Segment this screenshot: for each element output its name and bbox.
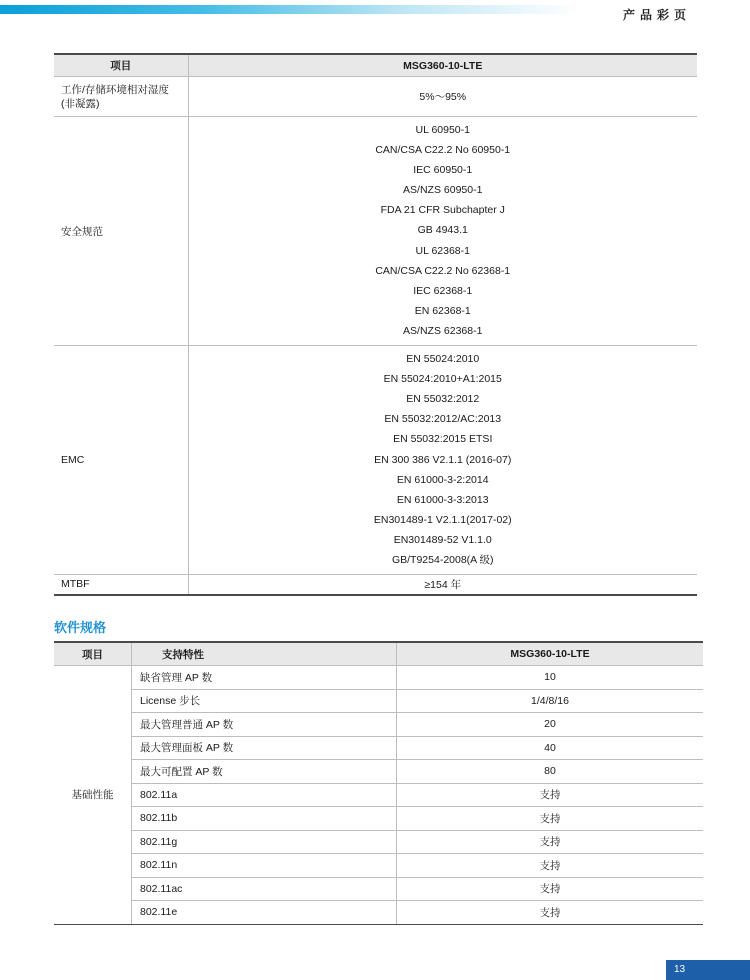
feature-value: 支持 bbox=[397, 830, 704, 854]
feature-value: 80 bbox=[397, 760, 704, 784]
feature-value: 40 bbox=[397, 736, 704, 760]
feature-name: 802.11ac bbox=[132, 877, 397, 901]
table-row-mtbf bbox=[54, 575, 697, 595]
feature-value: 支持 bbox=[397, 877, 704, 901]
hardware-spec-table bbox=[54, 53, 697, 596]
row-label-line: 工作/存储环境相对湿度 bbox=[61, 83, 169, 96]
column-header-model: MSG360-10-LTE bbox=[397, 642, 704, 666]
row-values-emc bbox=[188, 346, 697, 575]
page-number-badge: 13 bbox=[666, 960, 750, 980]
feature-name: 802.11a bbox=[132, 783, 397, 807]
section-title-software: 软件规格 bbox=[54, 620, 107, 635]
standard-value: EN 55024:2010 bbox=[406, 353, 480, 366]
table-row bbox=[54, 807, 703, 831]
feature-value: 支持 bbox=[397, 807, 704, 831]
feature-value: 1/4/8/16 bbox=[397, 689, 704, 713]
standard-value: AS/NZS 62368-1 bbox=[403, 324, 483, 337]
table-row bbox=[54, 666, 703, 690]
standard-value: EN301489-1 V2.1.1(2017-02) bbox=[373, 513, 512, 526]
standard-value: FDA 21 CFR Subchapter J bbox=[380, 204, 505, 217]
table-row bbox=[54, 830, 703, 854]
standard-value: EN 55032:2012 bbox=[406, 393, 480, 406]
column-header-feature: 支持特性 bbox=[132, 642, 397, 666]
feature-name: 802.11b bbox=[132, 807, 397, 831]
feature-name: 缺省管理 AP 数 bbox=[132, 666, 397, 690]
table-row bbox=[54, 736, 703, 760]
table-row bbox=[54, 760, 703, 784]
standard-value: CAN/CSA C22.2 No 60950-1 bbox=[375, 144, 511, 157]
standard-value: EN 300 386 V2.1.1 (2016-07) bbox=[374, 453, 512, 466]
table-header-row bbox=[54, 54, 697, 77]
table-row bbox=[54, 877, 703, 901]
row-label-emc: EMC bbox=[54, 346, 188, 575]
column-header-model: MSG360-10-LTE bbox=[188, 54, 697, 77]
standard-value: UL 62368-1 bbox=[415, 244, 470, 257]
header-gradient-bar bbox=[0, 5, 580, 14]
standard-value: UL 60950-1 bbox=[415, 124, 470, 136]
feature-value: 支持 bbox=[397, 901, 704, 925]
feature-name: 最大可配置 AP 数 bbox=[132, 760, 397, 784]
standard-value: EN301489-52 V1.1.0 bbox=[393, 533, 492, 546]
row-values-safety bbox=[188, 117, 697, 346]
table-row bbox=[54, 713, 703, 737]
standard-value: EN 61000-3-2:2014 bbox=[396, 473, 489, 486]
feature-name: License 步长 bbox=[132, 689, 397, 713]
table-row bbox=[54, 783, 703, 807]
feature-value: 20 bbox=[397, 713, 704, 737]
feature-name: 802.11g bbox=[132, 830, 397, 854]
table-row-emc bbox=[54, 346, 697, 575]
row-label-mtbf: MTBF bbox=[54, 575, 188, 595]
column-header-item: 项目 bbox=[54, 642, 132, 666]
table-row bbox=[54, 901, 703, 925]
header-title: 产品彩页 bbox=[623, 8, 692, 22]
standard-value: EN 55032:2015 ETSI bbox=[393, 433, 493, 446]
table-row-humidity bbox=[54, 77, 697, 117]
feature-name: 最大管理面板 AP 数 bbox=[132, 736, 397, 760]
table-row bbox=[54, 689, 703, 713]
row-label-line: (非凝露) bbox=[61, 97, 100, 110]
standard-value: IEC 60950-1 bbox=[413, 164, 473, 177]
standard-value: CAN/CSA C22.2 No 62368-1 bbox=[375, 264, 511, 277]
row-value-mtbf: ≥154 年 bbox=[188, 575, 697, 595]
table-row-safety bbox=[54, 117, 697, 346]
column-header-item: 项目 bbox=[54, 54, 188, 77]
table-header-row bbox=[54, 642, 703, 666]
table-row bbox=[54, 854, 703, 878]
feature-value: 支持 bbox=[397, 783, 704, 807]
row-label-humidity bbox=[54, 77, 188, 117]
standard-value: EN 62368-1 bbox=[414, 304, 471, 317]
feature-value: 10 bbox=[397, 666, 704, 690]
standard-value: AS/NZS 60950-1 bbox=[403, 184, 483, 197]
feature-name: 802.11n bbox=[132, 854, 397, 878]
standard-value: EN 55032:2012/AC:2013 bbox=[384, 413, 502, 426]
standard-value: GB/T9254-2008(A 级) bbox=[391, 553, 494, 566]
standard-value: IEC 62368-1 bbox=[413, 284, 473, 297]
standard-value: GB 4943.1 bbox=[417, 224, 468, 237]
software-spec-table bbox=[54, 641, 703, 925]
standard-value: EN 61000-3-3:2013 bbox=[396, 493, 489, 506]
feature-name: 802.11e bbox=[132, 901, 397, 925]
row-value-humidity: 5%～95% bbox=[188, 77, 697, 117]
feature-name: 最大管理普通 AP 数 bbox=[132, 713, 397, 737]
standard-value: EN 55024:2010+A1:2015 bbox=[383, 373, 502, 386]
row-label-safety: 安全规范 bbox=[54, 117, 188, 346]
group-label-basic-performance: 基础性能 bbox=[54, 666, 132, 925]
feature-value: 支持 bbox=[397, 854, 704, 878]
